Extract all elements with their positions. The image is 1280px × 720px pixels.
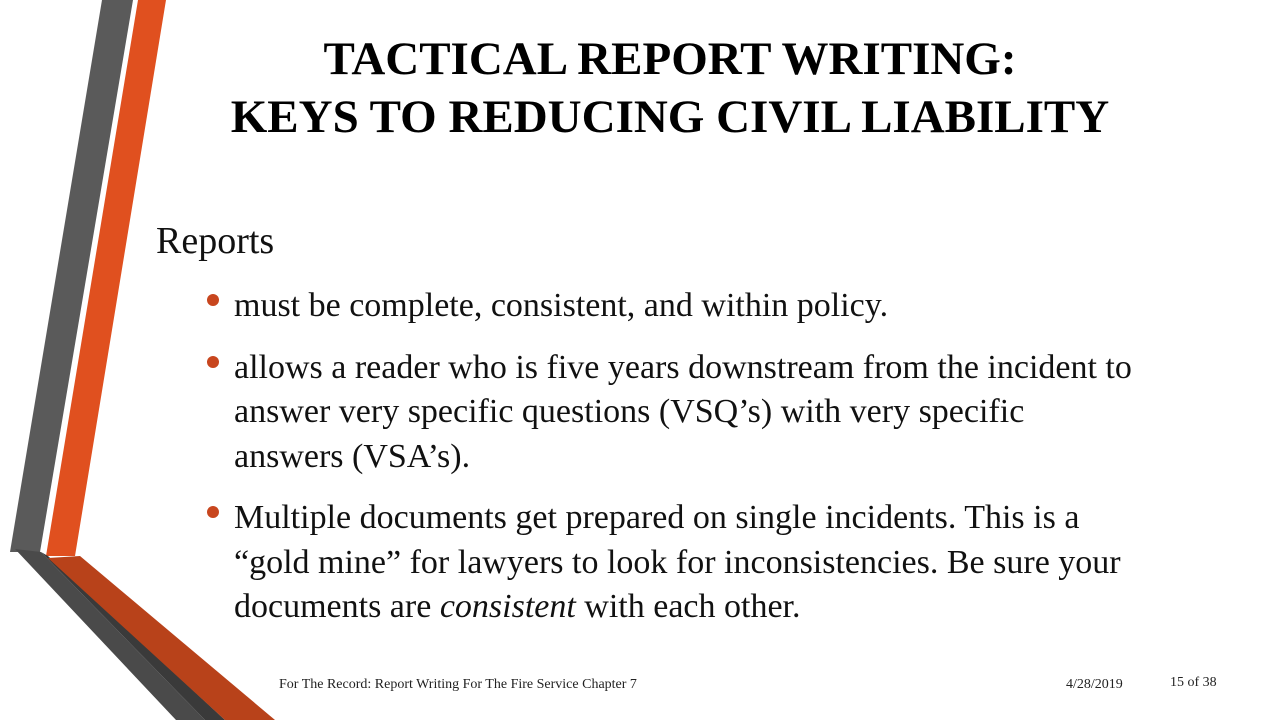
section-heading: Reports: [156, 220, 275, 262]
title-line-1: TACTICAL REPORT WRITING:: [323, 33, 1017, 85]
bullet-text-start: Multiple documents get prepared on single incidents. This is a “gold mine” for lawyers to look for inconsistencies. Be sure your documents are: [234, 499, 1121, 625]
dark-band-lower: [41, 552, 225, 720]
bullet-dot-icon: [207, 294, 219, 306]
bullet-item: [200, 346, 1140, 480]
bullet-dot-icon: [207, 356, 219, 368]
bullet-text: must be complete, consistent, and within policy.: [234, 287, 889, 324]
footer-date: 4/28/2019: [1066, 677, 1123, 692]
bullet-dot-icon: [207, 506, 219, 518]
slide-number: 15 of 38: [1170, 675, 1217, 690]
bullet-text: allows a reader who is five years downstream from the incident to answer very specific questions (VSQ’s) with very specific answers (VSA’s).: [234, 348, 1132, 475]
footer-text: For The Record: Report Writing For The Fire Service Chapter 7: [279, 677, 637, 692]
bullet-item: [200, 496, 1140, 630]
slide-title: [170, 30, 1170, 146]
bullet-list: [200, 284, 1140, 647]
title-line-2: KEYS TO REDUCING CIVIL LIABILITY: [230, 91, 1110, 143]
gray-stripe-lower: [15, 549, 205, 720]
bullet-item: [200, 284, 1140, 329]
bullet-emphasis: consistent: [439, 588, 576, 625]
bullet-text-end: with each other.: [575, 588, 801, 625]
